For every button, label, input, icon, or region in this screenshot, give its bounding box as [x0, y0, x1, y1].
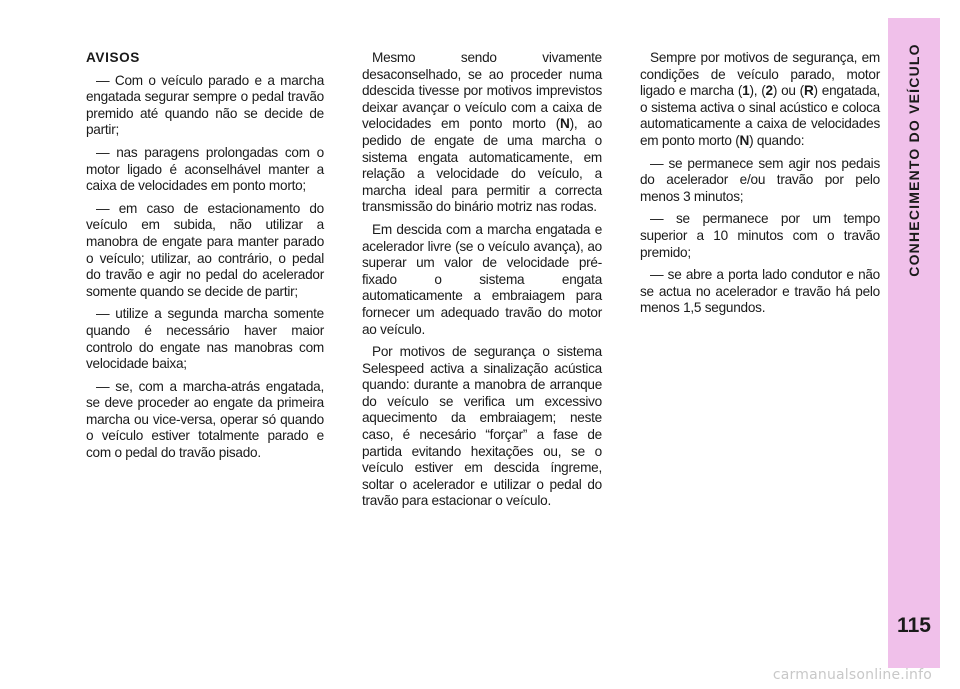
text-span: Sempre por motivos de segurança, em condições de veículo parado, motor ligado e marcha ( [640, 50, 880, 99]
gear-2-label: 2 [765, 83, 773, 99]
text-span: ) ou ( [772, 83, 804, 99]
gear-r-label: R [803, 83, 814, 99]
gear-n-label: N [560, 116, 570, 132]
page-number: 115 [897, 614, 931, 637]
warning-paragraph-2: — nas paragens prolongadas com o motor ligado é aconselhável manter a caixa de velocidades em ponto morto; [86, 144, 324, 194]
warning-paragraph-1: — Com o veículo parado e a marcha engatada segurar sempre o pedal travão premido até quando não se decide de partir; [86, 72, 324, 138]
warnings-heading: AVISOS [86, 50, 140, 65]
text-span: ), ao pedido de engate de uma marcha o sistema engata automaticamente, em relação a velocidade do veículo, a marcha ideal para permitir a correcta transmissão do binário motriz nas rodas. [362, 116, 603, 215]
gear-1-label: 1 [742, 83, 750, 99]
warning-paragraph-3: — em caso de estacionamento do veículo em subida, não utilizar a manobra de engate para manter parado o veículo; utilizar, ao contrário, o pedal do travão e agir no pedal do acelerador somente quando se decide de partir; [86, 200, 324, 299]
column-warnings [86, 50, 324, 468]
gear-n-label: N [739, 132, 750, 148]
column-middle [362, 50, 602, 516]
text-span: ) quando: [749, 132, 805, 148]
warning-paragraph-5: — se, com a marcha-atrás engatada, se deve proceder ao engate da primeira marcha ou vice-versa, operar só quando o veículo estiver totalmente parado e com o pedal do travão pisado. [86, 378, 324, 461]
text-span: ) engatada, o sistema activa o sinal acústico e coloca automaticamente a caixa de velocidades em ponto morto ( [640, 83, 880, 148]
right-paragraph-2: — se permanece sem agir nos pedais do acelerador e/ou travão por pelo menos 3 minutos; [640, 155, 880, 204]
middle-paragraph-3: Por motivos de segurança o sistema Selespeed activa a sinalização acústica quando: durante a manobra de arranque do veículo se verifica um excessivo aquecimento da embraiagem; neste caso, é necesário “forçar” a fase de partida evitando hexitações ou, se o veículo estiver em descida íngreme, soltar o acelerador e utilizar o pedal do travão para estacionar o veículo. [362, 344, 602, 509]
middle-paragraph-2: Em descida com a marcha engatada e acelerador livre (se o veículo avança), ao superar um valor de velocidade pré-fixado o sistema engata automaticamente a embraiagem para fornecer um adequado travão do motor ao veículo. [362, 221, 602, 337]
text-span: ), ( [749, 83, 766, 99]
text-span: Mesmo sendo vivamente desaconselhado, se ao proceder numa ddescida tivesse por motivos imprevistos deixar avançar o veículo com a caixa de velocidades em ponto morto ( [362, 50, 602, 132]
right-paragraph-1 [640, 50, 880, 150]
column-right [640, 50, 880, 323]
warning-paragraph-4: — utilize a segunda marcha somente quando é necessário haver maior controlo do engate nas manobras com velocidade baixa; [86, 306, 324, 372]
right-paragraph-4: — se abre a porta lado condutor e não se actua no acelerador e travão há pelo menos 1,5 segundos. [640, 267, 880, 316]
right-paragraph-3: — se permanece por um tempo superior a 10 minutos com o travão premido; [640, 211, 880, 260]
watermark: carmanualsonline.info [772, 667, 932, 683]
middle-paragraph-1 [362, 50, 602, 216]
section-title: CONHECIMENTO DO VEÍCULO [906, 43, 922, 277]
